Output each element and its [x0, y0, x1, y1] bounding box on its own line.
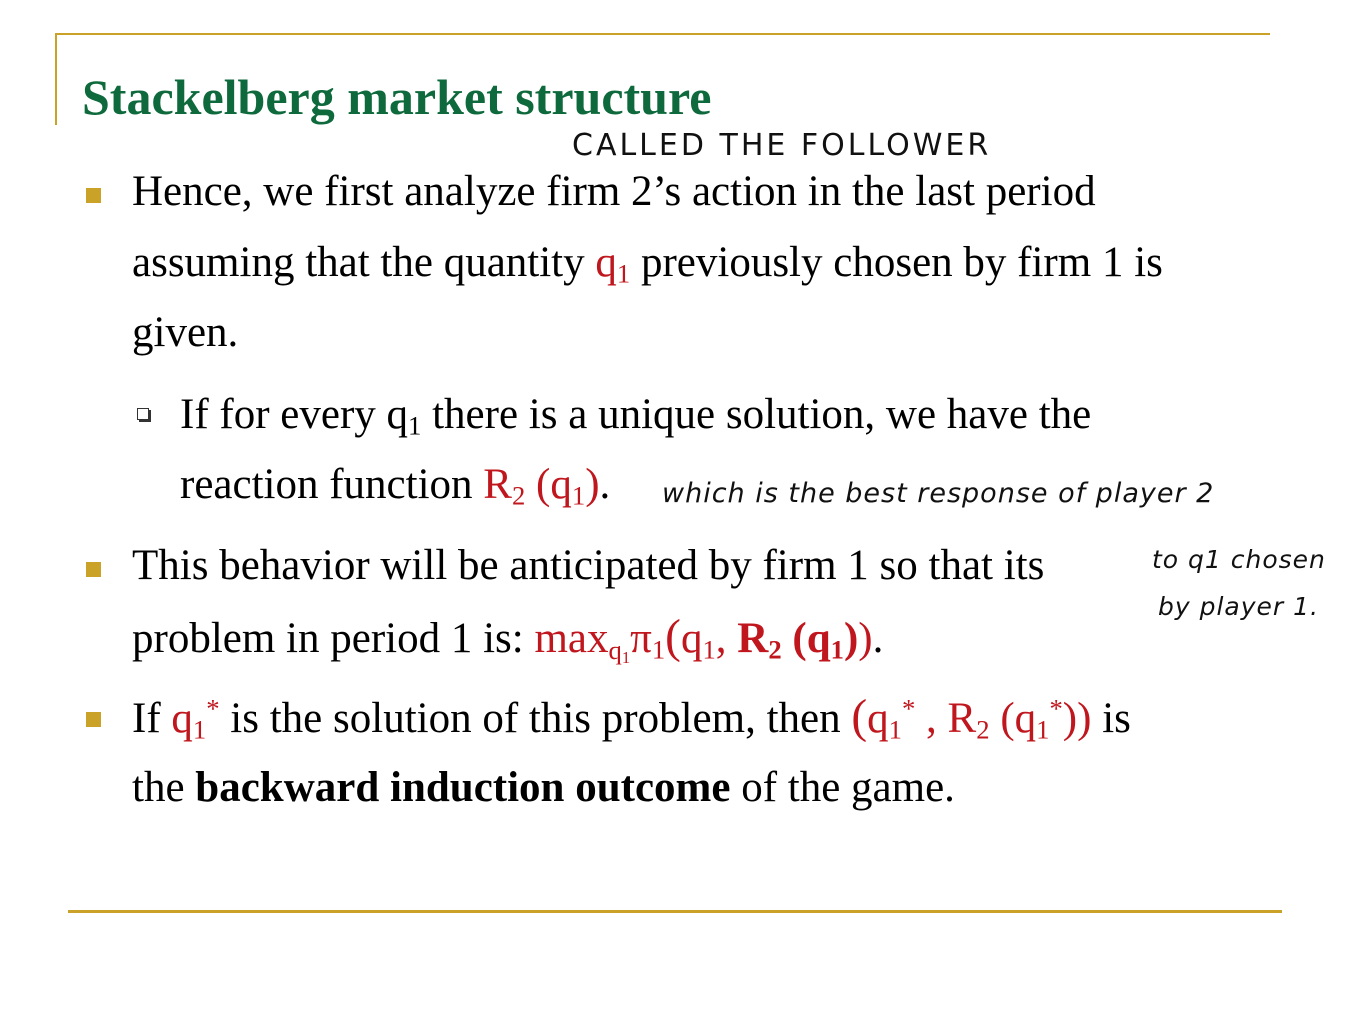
- top-rule: [55, 33, 1270, 35]
- bullet-1-line-2: assuming that the quantity $q_1$ previously chosen by firm 1 is: [132, 239, 1163, 289]
- bullet-marker: [86, 188, 101, 203]
- bullet-2-line-1: This behavior will be anticipated by firm 1 so that its: [132, 542, 1045, 589]
- annotation-by-player-1: by player 1.: [1158, 592, 1319, 621]
- bottom-rule: [68, 910, 1282, 913]
- left-rule: [55, 33, 57, 125]
- annotation-best-response: which is the best response of player 2: [662, 478, 1215, 509]
- bullet-3-line-1: If $q_1^*$ is the solution of this problem, then ($q_1^*$ , $R_2$ $(q_1^*)$) is: [132, 691, 1131, 745]
- bullet-1-line-1: Hence, we first analyze firm 2’s action in the last period: [132, 168, 1096, 215]
- sub-bullet-line-1: If for every $q_1$ there is a unique solution, we have the: [180, 391, 1092, 441]
- sub-bullet-line-2: reaction function $R_2$ $(q_1)$.: [180, 461, 611, 511]
- bullet-marker: [86, 562, 101, 577]
- bullet-1-line-3: given.: [132, 309, 239, 356]
- annotation-called-follower: CALLED THE FOLLOWER: [572, 128, 992, 163]
- bullet-2-line-2: problem in period 1 is: $\max_{q_1}\pi_1(q_1$, $R_2$ $(q_1)$).: [132, 611, 884, 667]
- slide-title: Stackelberg market structure: [82, 69, 712, 125]
- annotation-to-q1-chosen: to q1 chosen: [1152, 545, 1326, 574]
- bullet-marker: [86, 712, 101, 727]
- bullet-3-line-2: the backward induction outcome of the game.: [132, 764, 955, 811]
- sub-bullet-marker: [137, 408, 149, 420]
